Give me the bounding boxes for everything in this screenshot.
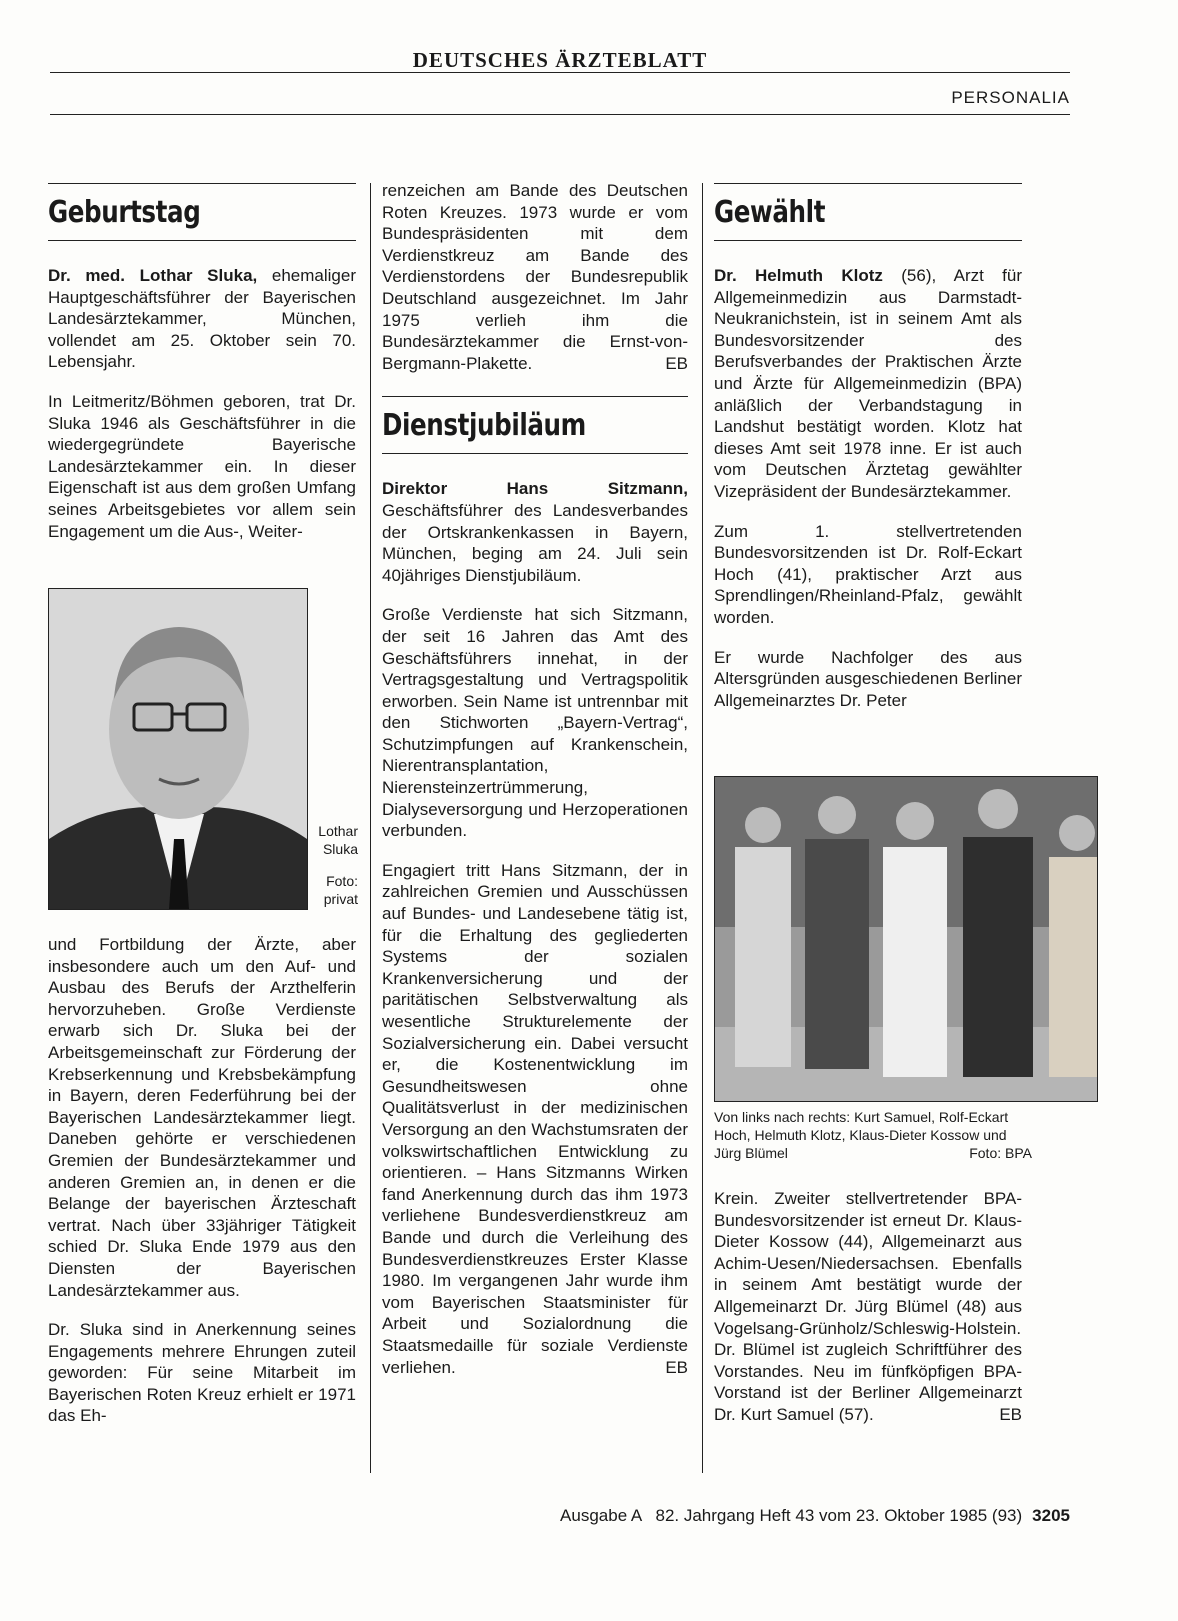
portrait-photo	[48, 588, 308, 910]
paragraph: Dr. Sluka sind in Anerkennung seines Engagements mehrere Ehrungen zuteil geworden: Für seine Mitarbeit im Bayerischen Roten Kreuz erhielt er 1971 das Eh-	[48, 1320, 356, 1426]
column-gewaehlt	[714, 183, 1022, 729]
paragraph	[382, 180, 688, 374]
column-geburtstag-cont	[48, 934, 356, 1445]
column-dienstjubilaeum	[382, 180, 688, 1396]
portrait-credit: Foto: privat	[323, 873, 358, 907]
author-sig: EB	[999, 1404, 1022, 1424]
paragraph	[382, 478, 688, 586]
paragraph: Er wurde Nachfolger des aus Altersgründen ausgeschiedenen Berliner Allgemeinarztes Dr. Peter	[714, 647, 1022, 710]
masthead: DEUTSCHES ÄRZTEBLATT	[412, 48, 708, 72]
paragraph: Zum 1. stellvertretenden Bundesvorsitzenden ist Dr. Rolf-Eckart Hoch (41), praktischer Arzt aus Sprendlingen/Rheinland-Pfalz, gewählt worden.	[714, 521, 1022, 627]
headline-rule-bottom	[382, 453, 688, 454]
paragraph-text: (56), Arzt für Allgemeinmedizin aus Darmstadt-Neukranichstein, ist in seinem Amt als Bundesvorsitzender des Berufsverbandes der Praktischen Ärzte und Ärzte für Allgemeinmedizin (BPA) anläßlich der Verbandstagung in Landshut bestätigt worden. Klotz hat dieses Amt seit 1978 inne. Er ist auch vom Deutschen Ärztetag gewählter Vizepräsident der Bundesärztekammer.	[714, 266, 1023, 501]
paragraph-text: renzeichen am Bande des Deutschen Roten Kreuzes. 1973 wurde er vom Bundespräsidenten mit dem Verdienstkreuz am Bande des Verdienstordens der Bundesrepublik Deutschland ausgezeichnet. Im Jahr 1975 verlieh ihm die Bundesärztekammer die Ernst-von-Bergmann-Plakette.	[382, 181, 688, 373]
headline-rule-top	[382, 396, 688, 397]
column-geburtstag	[48, 183, 356, 560]
headline-dienstjubilaeum: Dienstjubiläum	[382, 408, 586, 444]
person-name: Dr. med. Lothar Sluka,	[48, 266, 258, 285]
paragraph-text: ehemaliger Hauptgeschäftsführer der Bayerischen Landesärztekammer, München, vollendet am 25. Oktober sein 70. Lebensjahr.	[48, 266, 356, 372]
portrait-caption: Lothar Sluka	[318, 823, 358, 857]
group-photo	[714, 776, 1098, 1102]
paragraph: und Fortbildung der Ärzte, aber insbesondere auch um den Auf- und Ausbau des Berufs der Arzthelferin hervorzuheben. Große Verdienste erwarb sich Dr. Sluka bei der Arbeitsgemeinschaft zur Förderung der Krebserkennung und Krebsbekämpfung in Bayern, deren Federführung bei der Bayerischen Landesärztekammer liegt. Daneben gehörte er verschiedenen Gremien der Bundesärztekammer und anderen Gremien an, in denen er die Belange der bayerischen Ärzteschaft vertrat. Nach über 33jähriger Tätigkeit schied Dr. Sluka Ende 1979 aus den Diensten der Bayerischen Landesärztekammer aus.	[48, 935, 356, 1300]
page-footer	[560, 1506, 1070, 1526]
paragraph-text: Krein. Zweiter stellvertretender BPA-Bundesvorsitzender ist erneut Dr. Klaus-Dieter Kossow (44), Allgemeinarzt aus Achim-Uesen/Niedersachsen. Ebenfalls in seinem Amt bestätigt wurde der Allgemeinarzt Dr. Jürg Blümel (48) aus Vogelsang-Grünholz/Schleswig-Holstein. Dr. Blümel ist zugleich Schriftführer des Vorstandes. Neu im fünfköpfigen BPA-Vorstand ist der Berliner Allgemeinarzt Dr. Kurt Samuel (57).	[714, 1189, 1022, 1424]
caption-text: Von links nach rechts: Kurt Samuel, Rolf-Eckart Hoch, Helmuth Klotz, Klaus-Dieter Kossow und Jürg Blümel	[714, 1109, 1009, 1161]
person-name: Direktor Hans Sitzmann,	[382, 479, 688, 499]
author-sig: EB	[665, 353, 688, 373]
column-divider	[702, 183, 703, 1473]
paragraph: Große Verdienste hat sich Sitzmann, der seit 16 Jahren das Amt des Geschäftsführers innehat, in der Vertragsgestaltung und Vertragspolitik erworben. Sein Name ist untrennbar mit den Stichworten „Bayern-Vertrag“, Schutzimpfungen auf Krankenschein, Nierentransplantation, Nierensteinzertrümmerung, Dialyseversorgung und Herzoperationen verbunden.	[382, 605, 688, 841]
author-sig: EB	[665, 1357, 688, 1377]
group-image	[715, 777, 1097, 1101]
headline-rule-top	[714, 183, 1022, 184]
masthead-rule	[50, 72, 1070, 73]
paragraph	[382, 860, 688, 1378]
paragraph	[48, 265, 356, 373]
issue-info: Ausgabe A 82. Jahrgang Heft 43 vom 23. Oktober 1985 (93)	[560, 1506, 1023, 1525]
paragraph-text: Geschäftsführer des Landesverbandes der Ortskrankenkassen in Bayern, München, beging am 24. Juli sein 40jähriges Dienstjubiläum.	[382, 500, 688, 585]
group-photo-credit: Foto: BPA	[969, 1145, 1032, 1161]
headline-rule-top	[48, 183, 356, 184]
paragraph-text: Engagiert tritt Hans Sitzmann, der in zahlreichen Gremien und Ausschüssen auf Bundes- und Landesebene tätig ist, für die Erhaltung des gegliederten Systems der sozialen Krankenversicherung und der paritätischen Selbstverwaltung als wesentliche Strukturelemente der Sozialversicherung ein. Dabei versucht er, die Kostenentwicklung im Gesundheitswesen ohne Qualitätsverlust in der medizinischen Versorgung an den Wachstumsraten der volkswirtschaftlichen Entwicklung zu orientieren. – Hans Sitzmanns Wirken fand Anerkennung durch das ihm 1973 verliehene Bundesverdienstkreuz am Bande und durch die Verleihung des Bundesverdienstkreuzes Erster Klasse 1980. Im vergangenen Jahr wurde ihm vom Bayerischen Staatsminister für Arbeit und Sozialordnung die Staatsmedaille für soziale Verdienste verliehen.	[382, 860, 688, 1377]
column-divider	[370, 183, 371, 1473]
group-photo-caption	[714, 1108, 1032, 1162]
paragraph	[714, 1188, 1022, 1426]
paragraph: In Leitmeritz/Böhmen geboren, trat Dr. Sluka 1946 als Geschäftsführer in die wiedergegründete Bayerische Landesärztekammer ein. In dieser Eigenschaft ist aus dem großen Umfang seines Arbeitsgebietes vor allem sein Engagement um die Aus-, Weiter-	[48, 391, 356, 541]
page-number: 3205	[1032, 1506, 1070, 1525]
headline-rule-bottom	[48, 240, 356, 241]
person-name: Dr. Helmuth Klotz	[714, 266, 883, 285]
header-rule	[50, 114, 1070, 115]
column-gewaehlt-cont	[714, 1188, 1022, 1444]
paragraph	[714, 265, 1022, 503]
section-label: PERSONALIA	[951, 88, 1070, 107]
headline-rule-bottom	[714, 240, 1022, 241]
portrait-image	[49, 589, 307, 909]
headline-geburtstag: Geburtstag	[48, 195, 201, 230]
headline-gewaehlt: Gewählt	[714, 195, 826, 230]
